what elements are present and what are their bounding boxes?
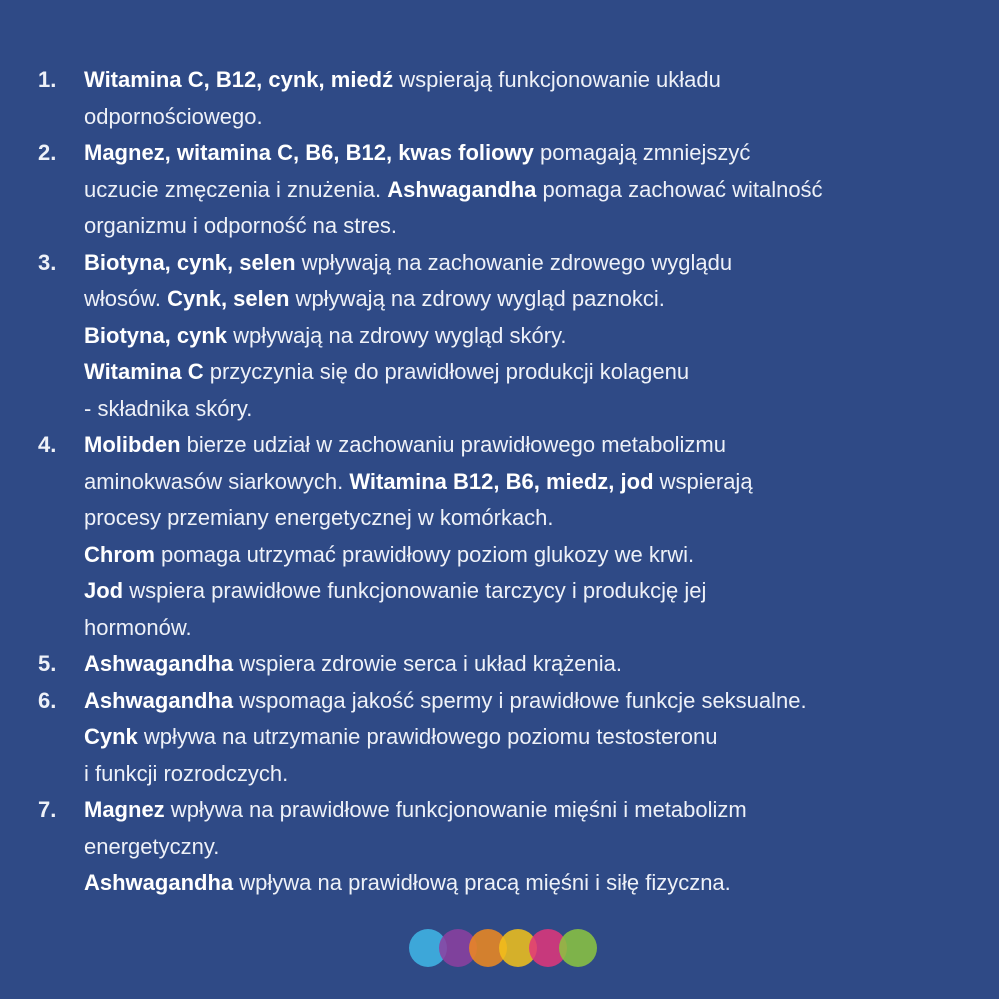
list-item (38, 62, 971, 135)
text-line (84, 391, 971, 428)
ingredient-name: Jod (84, 578, 124, 603)
description-text: wpływa na prawidłową pracą mięśni i siłę fizyczna. (233, 870, 731, 895)
description-text: pomaga zachować witalność (536, 176, 823, 202)
text-line (84, 865, 971, 902)
description-text: wspierają (653, 468, 753, 494)
text-line (84, 354, 971, 391)
description-text: energetyczny. (84, 833, 220, 859)
description-text: wspomaga jakość spermy i prawidłowe funkcje seksualne. (233, 687, 807, 713)
description-text: włosów. (84, 286, 168, 311)
description-text: pomaga utrzymać prawidłowy poziom glukozy we krwi. (154, 541, 695, 567)
ingredient-name: Ashwagandha (84, 651, 234, 676)
ingredient-name: Molibden (84, 432, 181, 457)
logo-dot (559, 929, 597, 967)
text-line (84, 318, 971, 355)
ingredient-name: Witamina B12, B6, miedz, jod (349, 468, 654, 494)
text-line (84, 427, 971, 464)
list-item (38, 792, 971, 902)
description-text: bierze udział w zachowaniu prawidłowego metabolizmu (180, 432, 726, 457)
description-text: - składnika skóry. (84, 395, 253, 421)
description-text: i funkcji rozrodczych. (84, 760, 289, 786)
list-item (38, 646, 971, 683)
item-text (84, 135, 971, 245)
item-text (84, 646, 971, 683)
ingredient-name: Magnez, witamina C, B6, B12, kwas foliowy (84, 140, 534, 165)
description-text: wpływają na zdrowy wygląd skóry. (227, 322, 567, 348)
text-line (84, 537, 971, 574)
text-line (84, 646, 971, 683)
description-text: wspierają funkcjonowanie układu (393, 67, 721, 92)
ingredient-name: Chrom (84, 541, 155, 567)
text-line (84, 208, 971, 245)
text-line (84, 99, 971, 136)
list-number: 5. (38, 651, 57, 676)
ingredient-name: Ashwagandha (387, 176, 537, 202)
description-text: aminokwasów siarkowych. (84, 468, 350, 494)
text-line (84, 172, 971, 209)
brand-logo-dots (408, 928, 598, 968)
list-number: 3. (38, 249, 57, 275)
ingredient-name: Biotyna, cynk (84, 322, 228, 348)
ingredient-name: Biotyna, cynk, selen (84, 249, 296, 275)
text-line (84, 281, 971, 318)
list-number: 1. (38, 67, 57, 92)
description-text: przyczynia się do prawidłowej produkcji kolagenu (203, 359, 690, 384)
description-text: wpływa na prawidłowe funkcjonowanie mięśni i metabolizm (164, 797, 747, 822)
text-line (84, 573, 971, 610)
description-text: procesy przemiany energetycznej w komórkach. (84, 505, 554, 530)
description-text: pomagają zmniejszyć (533, 140, 751, 165)
text-line (84, 829, 971, 866)
ingredient-name: Cynk, selen (167, 286, 290, 311)
text-line (84, 719, 971, 756)
text-line (84, 245, 971, 282)
ingredient-name: Witamina C (84, 359, 204, 384)
text-line (84, 135, 971, 172)
ingredient-name: Magnez (84, 797, 165, 822)
description-text: organizmu i odporność na stres. (84, 213, 398, 238)
item-text (84, 792, 971, 902)
list-item (38, 245, 971, 428)
text-line (84, 610, 971, 647)
item-text (84, 427, 971, 646)
text-line (84, 792, 971, 829)
item-text (84, 62, 971, 135)
benefits-list (38, 62, 971, 902)
list-item (38, 135, 971, 245)
list-number: 2. (38, 140, 57, 165)
description-text: hormonów. (84, 614, 192, 640)
description-text: wpływają na zdrowy wygląd paznokci. (289, 286, 665, 311)
ingredient-name: Ashwagandha (84, 870, 234, 895)
text-line (84, 464, 971, 501)
item-text (84, 683, 971, 793)
description-text: wpływają na zachowanie zdrowego wyglądu (295, 249, 733, 275)
list-item (38, 683, 971, 793)
description-text: wspiera prawidłowe funkcjonowanie tarczycy i produkcję jej (123, 578, 707, 603)
description-text: uczucie zmęczenia i znużenia. (84, 176, 388, 202)
item-text (84, 245, 971, 428)
list-number: 6. (38, 687, 57, 713)
text-line (84, 500, 971, 537)
ingredient-name: Witamina C, B12, cynk, miedź (84, 67, 394, 92)
list-item (38, 427, 971, 646)
list-number: 7. (38, 797, 57, 822)
text-line (84, 756, 971, 793)
description-text: odpornościowego. (84, 103, 263, 129)
ingredient-name: Ashwagandha (84, 687, 234, 713)
description-text: wpływa na utrzymanie prawidłowego poziomu testosteronu (137, 724, 718, 749)
description-text: wspiera zdrowie serca i układ krążenia. (233, 651, 622, 676)
text-line (84, 62, 971, 99)
text-line (84, 683, 971, 720)
ingredient-name: Cynk (84, 724, 138, 749)
list-number: 4. (38, 432, 57, 457)
